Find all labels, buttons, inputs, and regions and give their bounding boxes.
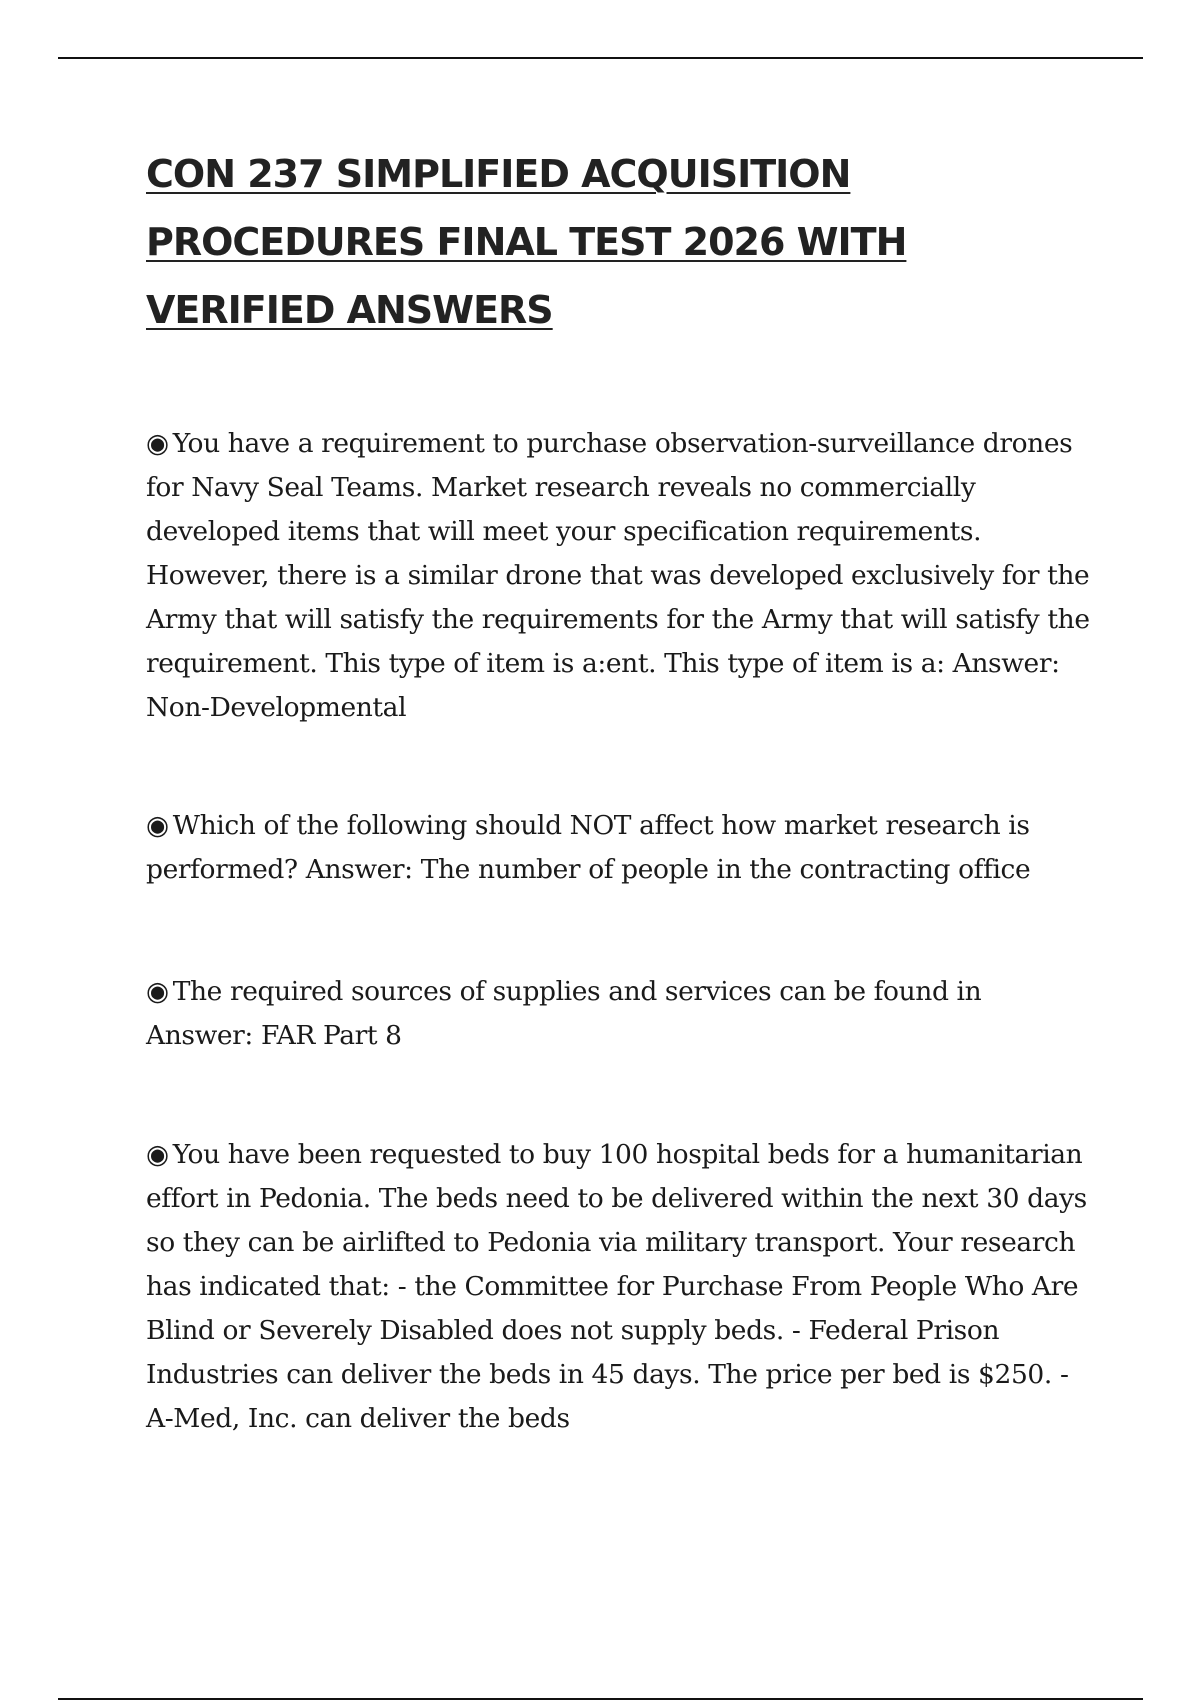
question-item [146,422,1096,730]
radio-bullet-icon: ◉ [146,1139,169,1170]
top-rule [58,57,1143,59]
question-item [146,970,1096,1058]
question-item [146,1133,1096,1441]
question-text: The required sources of supplies and services can be found in Answer: FAR Part 8 [146,976,982,1051]
question-item [146,804,1096,892]
question-text: You have been requested to buy 100 hospital beds for a humanitarian effort in Pedonia. The beds need to be delivered within the next 30 days so they can be airlifted to Pedonia via military transport. Your research has indicated that: - the Committee for Purchase From People Who Are Blind or Severely Disabled does not supply beds. - Federal Prison Industries can deliver the beds in 45 days. The price per bed is $250. - A-Med, Inc. can deliver the beds [146,1139,1087,1434]
question-text: Which of the following should NOT affect how market research is performed? Answer: The number of people in the contracting office [146,810,1031,885]
radio-bullet-icon: ◉ [146,428,169,459]
question-text: You have a requirement to purchase observation-surveillance drones for Navy Seal Teams. Market research reveals no commercially developed items that will meet your specification requirements. However, there is a similar drone that was developed exclusively for the Army that will satisfy the requirements for the Army that will satisfy the requirement. This type of item is a:ent. This type of item is a: Answer: Non-Developmental [146,428,1090,723]
document-title: CON 237 SIMPLIFIED ACQUISITION PROCEDURES FINAL TEST 2026 WITH VERIFIED ANSWERS [146,152,907,332]
radio-bullet-icon: ◉ [146,810,169,841]
radio-bullet-icon: ◉ [146,976,169,1007]
